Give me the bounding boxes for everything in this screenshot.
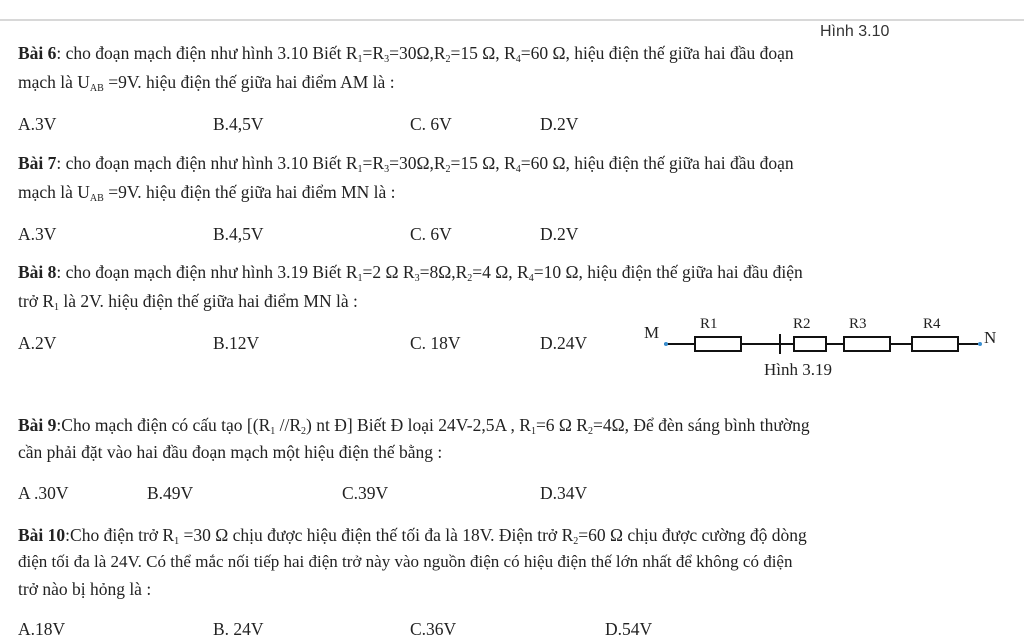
text: =30Ω,R	[389, 43, 446, 63]
figure-label-3-10: Hình 3.10	[820, 23, 890, 40]
question-7-line-1	[18, 152, 794, 174]
q9-option-d[interactable]: D.34V	[540, 483, 588, 503]
text: trở R	[18, 291, 54, 311]
sub: 4	[528, 273, 534, 284]
q7-option-c[interactable]: C. 6V	[410, 224, 452, 244]
sub: 1	[174, 536, 180, 547]
q9-option-a[interactable]: A .30V	[18, 483, 69, 503]
q6-option-c[interactable]: C. 6V	[410, 114, 452, 134]
resistor-r1	[695, 337, 741, 351]
text: =6 Ω R	[535, 415, 588, 435]
text: ) nt Đ] Biết Đ loại 24V-2,5A , R	[306, 415, 531, 435]
q10-option-a[interactable]: A.18V	[18, 619, 66, 639]
sub: 1	[357, 54, 363, 65]
label-r1: R1	[700, 316, 718, 332]
q9-option-b[interactable]: B.49V	[147, 483, 194, 503]
question-10-line-2: điện tối đa là 24V. Có thể mắc nối tiếp hai điện trở này vào nguồn điện có hiệu điện thế lớn nhất để không có điện	[18, 552, 793, 571]
sub: 3	[384, 164, 390, 175]
sub: 2	[588, 426, 593, 437]
text: =15 Ω, R	[450, 153, 516, 173]
text: mạch là U	[18, 72, 90, 92]
sub: 3	[414, 273, 420, 284]
q6-option-d[interactable]: D.2V	[540, 114, 579, 134]
text: =10 Ω, hiệu điện thế giữa hai đầu điện	[533, 262, 803, 282]
question-7-line-2	[18, 181, 396, 203]
q7-option-d[interactable]: D.2V	[540, 224, 579, 244]
question-8-line-2	[18, 290, 358, 312]
text: =9V. hiệu điện thế giữa hai điểm MN là :	[103, 182, 396, 202]
q7-option-a[interactable]: A.3V	[18, 224, 57, 244]
text: :Cho mạch điện có cấu tạo [(R	[56, 415, 271, 435]
q10-option-c[interactable]: C.36V	[410, 619, 457, 639]
node-n-label: N	[984, 328, 997, 347]
sub: 1	[357, 273, 363, 284]
text: =15 Ω, R	[450, 43, 516, 63]
question-9-title: Bài 9	[18, 415, 57, 435]
q10-option-b[interactable]: B. 24V	[213, 619, 264, 639]
label-r2: R2	[793, 316, 811, 332]
sub: 2	[445, 164, 451, 175]
text: =60 Ω, hiệu điện thế giữa hai đầu đoạn	[520, 153, 794, 173]
text: =8Ω,R	[419, 262, 468, 282]
question-9-line-1	[18, 414, 810, 436]
text: mạch là U	[18, 182, 90, 202]
sub: 3	[384, 54, 390, 65]
sub: 2	[445, 54, 451, 65]
q8-option-d[interactable]: D.24V	[540, 333, 588, 353]
node-m-label: M	[644, 323, 660, 342]
q9-option-c[interactable]: C.39V	[342, 483, 389, 503]
question-6-title: Bài 6	[18, 43, 57, 63]
text: : cho đoạn mạch điện như hình 3.10 Biết R	[56, 153, 358, 173]
q8-option-c[interactable]: C. 18V	[410, 333, 461, 353]
text: : cho đoạn mạch điện như hình 3.19 Biết R	[56, 262, 358, 282]
sub: 1	[357, 164, 363, 175]
sub: 2	[573, 536, 579, 547]
question-10-line-1	[18, 524, 807, 546]
text: =30 Ω chịu được hiệu điện thế tối đa là 18V. Điện trở R	[179, 525, 574, 545]
text: là 2V. hiệu điện thế giữa hai điểm MN là :	[59, 291, 358, 311]
node-n-dot	[978, 342, 982, 346]
sub: AB	[89, 193, 104, 204]
question-8-line-1	[18, 261, 803, 283]
resistor-r2	[794, 337, 826, 351]
question-10-line-3: trở nào bị hỏng là :	[18, 579, 152, 599]
text: :Cho điện trở R	[65, 525, 175, 545]
question-6-line-2	[18, 71, 395, 93]
text: =4 Ω, R	[472, 262, 529, 282]
sub: 4	[515, 54, 521, 65]
text: =60 Ω, hiệu điện thế giữa hai đầu đoạn	[520, 43, 794, 63]
sub: 2	[467, 273, 473, 284]
label-r4: R4	[923, 316, 941, 332]
sub: AB	[89, 83, 104, 94]
question-6-line-1	[18, 42, 794, 64]
resistor-r3	[844, 337, 890, 351]
q10-option-d[interactable]: D.54V	[605, 619, 653, 639]
q7-option-b[interactable]: B.4,5V	[213, 224, 264, 244]
sub: 1	[270, 426, 276, 437]
text: //R	[275, 415, 302, 435]
q6-option-b[interactable]: B.4,5V	[213, 114, 264, 134]
text: =4Ω, Để đèn sáng bình thường	[593, 415, 810, 435]
text: : cho đoạn mạch điện như hình 3.10 Biết R	[56, 43, 358, 63]
sub: 2	[301, 426, 307, 437]
label-r3: R3	[849, 316, 867, 332]
sub: 4	[515, 164, 521, 175]
circuit-diagram-3-19	[640, 308, 1010, 384]
text: =30Ω,R	[389, 153, 446, 173]
q6-option-a[interactable]: A.3V	[18, 114, 57, 134]
text: =2 Ω R	[362, 262, 415, 282]
sub: 1	[530, 426, 536, 437]
text: =R	[362, 153, 385, 173]
text: =60 Ω chịu được cường độ dòng	[578, 525, 807, 545]
question-10-title: Bài 10	[18, 525, 66, 545]
question-7-title: Bài 7	[18, 153, 57, 173]
node-m-dot	[664, 342, 668, 346]
question-8-title: Bài 8	[18, 262, 57, 282]
resistor-r4	[912, 337, 958, 351]
text: =R	[362, 43, 385, 63]
q8-option-b[interactable]: B.12V	[213, 333, 260, 353]
sub: 1	[54, 302, 59, 313]
question-9-line-2: cần phải đặt vào hai đầu đoạn mạch một hiệu điện thế bằng :	[18, 442, 443, 462]
text: =9V. hiệu điện thế giữa hai điểm AM là :	[103, 72, 395, 92]
q8-option-a[interactable]: A.2V	[18, 333, 57, 353]
figure-caption-3-19: Hình 3.19	[764, 360, 832, 379]
